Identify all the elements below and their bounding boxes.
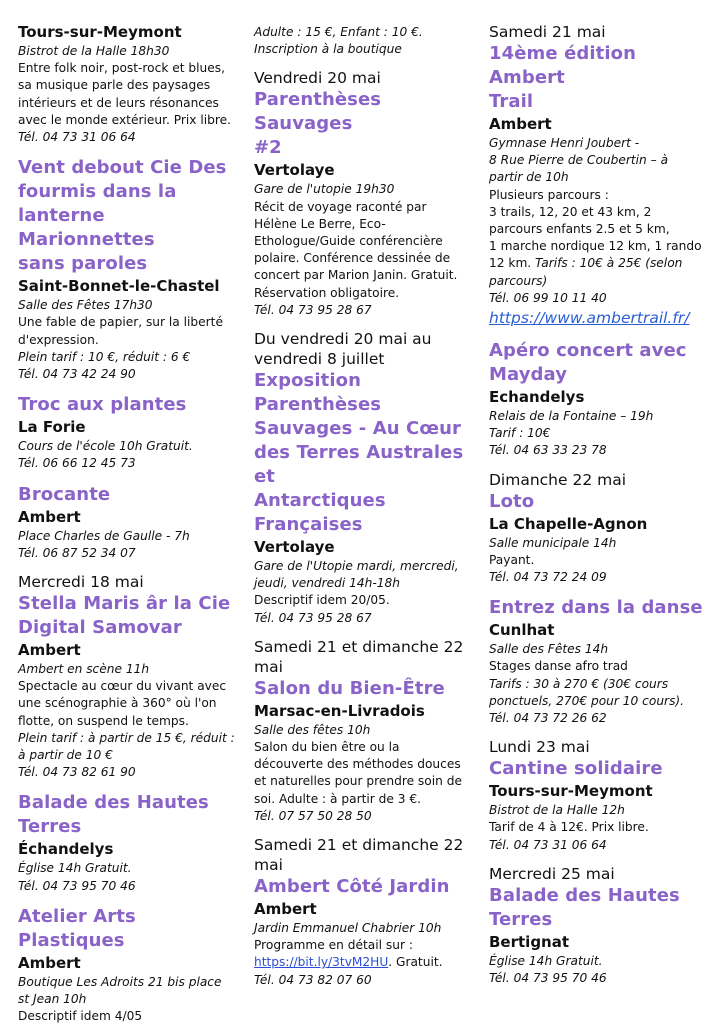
event-detail-line [18, 95, 246, 112]
event-detail-text: Salle des fêtes 10h [254, 722, 371, 737]
event-detail-line [254, 592, 480, 609]
event-detail-text: Tél. 04 73 95 28 67 [254, 302, 372, 317]
event-detail-text: Cours de l'école 10h Gratuit. [18, 439, 193, 454]
event-detail-line [18, 974, 246, 991]
event-date: Vendredi 20 mai [254, 69, 381, 88]
event-detail-text: partir de 10h [489, 170, 569, 185]
event-location: Ambert [254, 900, 317, 919]
event-date: Samedi 21 et dimanche 22 [254, 637, 464, 656]
event-detail-text: Place Charles de Gaulle - 7h [18, 528, 190, 543]
event-detail-text: Descriptif idem 20/05. [254, 593, 390, 608]
event-listing [18, 483, 246, 562]
event-detail-line [254, 233, 480, 250]
event-detail-line [489, 676, 717, 693]
event-detail-line [489, 641, 717, 658]
event-listing [18, 22, 246, 146]
event-date: Mercredi 18 mai [18, 573, 144, 592]
event-detail-line [254, 972, 480, 989]
event-detail-text: Adulte : 15 €, Enfant : 10 €. [254, 25, 423, 39]
event-title: Apéro concert avec [489, 340, 687, 362]
event-title: Brocante [18, 483, 111, 505]
event-detail-text: Salle des Fêtes 17h30 [18, 298, 153, 313]
event-listing [254, 835, 480, 989]
event-location: La Forie [18, 418, 86, 437]
event-detail-line [254, 41, 480, 58]
event-detail-line [489, 953, 717, 970]
event-detail-text: Programme en détail sur : [254, 938, 413, 953]
event-detail-line [18, 545, 246, 562]
event-detail-line [254, 302, 480, 319]
event-detail-line [489, 221, 717, 238]
event-detail-text: Boutique Les Adroits 21 bis place [18, 974, 222, 989]
event-location: Ambert [18, 953, 81, 972]
event-detail-text: Ethologue/Guide conférencière [254, 234, 443, 249]
event-title: Françaises [254, 514, 363, 536]
event-detail-text: Relais de la Fontaine – 19h [489, 409, 654, 424]
event-detail-line [489, 442, 717, 459]
event-detail-line [18, 661, 246, 678]
event-location: Bertignat [489, 932, 570, 951]
event-detail-line [489, 425, 717, 442]
event-title: 14ème édition Ambert [489, 43, 637, 88]
event-detail-text: parcours) [489, 273, 548, 288]
event-detail-line [489, 837, 717, 854]
event-location: Tours-sur-Meymont [489, 782, 653, 801]
event-detail-line [489, 970, 717, 987]
event-detail-text: Bistrot de la Halle 18h30 [18, 44, 170, 58]
event-detail-line [254, 575, 480, 592]
event-detail-text: st Jean 10h [18, 992, 87, 1007]
event-detail-line [254, 937, 480, 954]
event-detail-line [18, 528, 246, 545]
event-detail-line [18, 991, 246, 1008]
event-detail-line [18, 77, 246, 94]
event-detail-line [489, 152, 717, 169]
event-detail-text: Tél. 04 73 42 24 90 [18, 367, 136, 382]
event-detail-line [489, 569, 717, 586]
event-listing [254, 329, 480, 627]
event-detail-text: Plein tarif : à partir de 15 €, réduit : [18, 730, 235, 745]
event-title: Digital Samovar [18, 617, 182, 639]
event-detail-line [254, 722, 480, 739]
event-detail-line [18, 314, 246, 331]
event-detail-line [254, 773, 480, 790]
event-location: Ambert [18, 641, 81, 660]
event-detail-text: Tél. 04 73 72 24 09 [489, 570, 607, 585]
event-detail-line [489, 255, 717, 272]
event-listing [489, 22, 717, 329]
event-title: #2 [254, 137, 282, 159]
event-detail-text: Tél. 04 73 95 28 67 [254, 610, 372, 625]
event-title: Terres [18, 816, 82, 838]
event-listing [254, 24, 480, 58]
event-detail-text: Inscription à la boutique [254, 42, 402, 57]
event-title: Cantine solidaire [489, 758, 663, 780]
event-detail-line [254, 739, 480, 756]
event-title: Vent debout Cie Des [18, 157, 227, 179]
event-detail-line [18, 438, 246, 455]
column-1 [18, 22, 246, 1035]
event-detail-line [254, 199, 480, 216]
event-detail-line [489, 802, 717, 819]
event-detail-text: Réservation obligatoire. [254, 285, 400, 300]
event-detail-line [489, 204, 717, 221]
event-detail-text: Tél. 07 57 50 28 50 [254, 808, 372, 823]
event-detail-text: jeudi, vendredi 14h-18h [254, 576, 401, 591]
event-detail-line [489, 658, 717, 675]
event-listing [489, 470, 717, 587]
event-title: Stella Maris âr la Cie [18, 593, 231, 615]
event-title: Parenthèses Sauvages [254, 89, 382, 135]
event-detail-line [18, 678, 246, 695]
event-title: Entrez dans la danse [489, 597, 703, 619]
event-detail-text: ponctuels, 270€ pour 10 cours). [489, 693, 685, 708]
event-detail-line [18, 60, 246, 77]
event-detail-text: Bistrot de la Halle 12h [489, 803, 625, 818]
event-detail-line [254, 250, 480, 267]
event-listing [18, 156, 246, 383]
event-detail-text: concert par Marion Janin. Gratuit. [254, 268, 458, 283]
event-detail-line [254, 954, 480, 971]
event-detail-line [254, 181, 480, 198]
event-date: mai [254, 856, 283, 875]
event-title: Atelier Arts Plastiques [18, 905, 136, 951]
event-detail-text: Tél. 04 73 72 26 62 [489, 711, 607, 726]
event-title: lanterne Marionnettes [18, 205, 155, 251]
event-location: Cunlhat [489, 621, 555, 640]
event-detail-text: Salle municipale 14h [489, 535, 617, 550]
event-detail-text: Descriptif idem 4/05 [18, 1009, 143, 1024]
event-detail-text: et naturelles pour prendre soin de [254, 774, 462, 789]
event-detail-line [489, 693, 717, 710]
event-detail-line [18, 878, 246, 895]
event-detail-line [254, 791, 480, 808]
event-detail-line [18, 695, 246, 712]
event-detail-text: Tarif : 10€ [489, 426, 551, 441]
event-location: La Chapelle-Agnon [489, 514, 648, 533]
event-detail-text: Jardin Emmanuel Chabrier 10h [254, 921, 442, 936]
event-listing [489, 596, 717, 727]
event-detail-line [254, 267, 480, 284]
event-date: mai [254, 657, 283, 676]
event-listing [489, 339, 717, 460]
event-title: Sauvages - Au Cœur [254, 418, 462, 440]
event-date: Mercredi 25 mai [489, 864, 615, 883]
event-listing [18, 393, 246, 472]
event-title: Troc aux plantes [18, 394, 187, 416]
event-detail-text: Tél. 06 87 52 34 07 [18, 545, 136, 560]
event-detail-line [254, 558, 480, 575]
event-detail-line [254, 216, 480, 233]
event-detail-line [489, 552, 717, 569]
event-detail-text: Spectacle au cœur du vivant avec [18, 679, 227, 694]
event-detail-line [18, 764, 246, 781]
event-title: Mayday [489, 364, 568, 386]
event-detail-text: Récit de voyage raconté par [254, 199, 427, 214]
event-detail-text: Tél. 06 99 10 11 40 [489, 290, 607, 305]
event-detail-line [489, 135, 717, 152]
event-detail-line [254, 920, 480, 937]
event-detail-text: Tarifs : 30 à 270 € (30€ cours [489, 676, 669, 691]
event-detail-line [489, 408, 717, 425]
event-location: Ambert [18, 507, 81, 526]
event-detail-line [18, 747, 246, 764]
event-detail-line [489, 290, 717, 307]
event-title: Ambert Côté Jardin [254, 876, 450, 898]
event-detail-line [489, 710, 717, 727]
event-detail-text: . Gratuit. [388, 955, 443, 970]
event-location: Saint-Bonnet-le-Chastel [18, 277, 220, 296]
event-date: vendredi 8 juillet [254, 350, 385, 369]
event-detail-text: parcours enfants 2.5 et 5 km, [489, 222, 670, 237]
event-detail-text: Hélène Le Berre, Eco- [254, 216, 386, 231]
event-listing [18, 791, 246, 894]
event-detail-line [489, 273, 717, 290]
event-detail-line [254, 756, 480, 773]
event-detail-text: Salle des Fêtes 14h [489, 642, 609, 657]
event-detail-line [18, 43, 246, 60]
event-detail-text: Plein tarif : 10 €, réduit : 6 € [18, 349, 191, 364]
event-detail-line [489, 187, 717, 204]
event-title: Salon du Bien-Être [254, 677, 445, 699]
event-date: Samedi 21 et dimanche 22 [254, 836, 464, 855]
event-title: Antarctiques [254, 490, 386, 512]
event-detail-text: Gymnase Henri Joubert - [489, 136, 640, 150]
event-detail-line [18, 366, 246, 383]
event-detail-text: Église 14h Gratuit. [489, 953, 603, 968]
event-detail-text: une scénographie à 360° où l'on [18, 696, 217, 711]
event-detail-line [18, 297, 246, 314]
event-detail-line [489, 169, 717, 186]
event-date: Lundi 23 mai [489, 738, 590, 757]
event-detail-text: Salon du bien être ou la [254, 740, 400, 755]
event-detail-text: Tél. 06 66 12 45 73 [18, 456, 136, 471]
event-detail-line [18, 713, 246, 730]
event-date: Dimanche 22 mai [489, 470, 627, 489]
event-detail-text: découverte des méthodes douces [254, 757, 461, 772]
event-listing [254, 637, 480, 825]
event-detail-text: Tél. 04 73 95 70 46 [18, 878, 136, 893]
event-detail-text: Entre folk noir, post-rock et blues, [18, 61, 225, 76]
event-detail-text: 3 trails, 12, 20 et 43 km, 2 [489, 204, 652, 219]
event-location: Échandelys [18, 840, 114, 859]
event-detail-line [18, 332, 246, 349]
event-detail-text: polaire. Conférence dessinée de [254, 251, 451, 266]
event-detail-line [18, 730, 246, 747]
event-detail-text: Ambert en scène 11h [18, 662, 150, 677]
event-detail-text: Tarif de 4 à 12€. Prix libre. [489, 820, 649, 835]
event-detail-text: sa musique parle des paysages [18, 78, 211, 93]
event-listing [489, 864, 717, 987]
event-detail-line [18, 112, 246, 129]
event-detail-line [18, 349, 246, 366]
event-detail-line [18, 129, 246, 146]
event-location: Marsac-en-Livradois [254, 701, 425, 720]
event-price-text: Tarifs : 10€ à 25€ (selon [531, 256, 683, 271]
event-detail-line [489, 238, 717, 255]
event-detail-text: avec le monde extérieur. Prix libre. [18, 112, 231, 127]
event-detail-text: Une fable de papier, sur la liberté [18, 315, 223, 330]
event-location: Ambert [489, 115, 552, 133]
event-location: Tours-sur-Meymont [18, 23, 182, 41]
event-detail-text: Gare de l'utopie 19h30 [254, 182, 395, 197]
column-3 [489, 22, 717, 997]
website-link[interactable]: https://www.ambertrail.fr/ [489, 309, 690, 328]
event-detail-text: d'expression. [18, 332, 99, 347]
event-title: des Terres Australes et [254, 442, 464, 488]
event-title: Trail [489, 91, 534, 112]
program-link[interactable]: https://bit.ly/3tvM2HU [254, 955, 389, 970]
event-detail-text: Payant. [489, 552, 535, 567]
event-detail-text: 12 km. [489, 256, 532, 271]
column-2 [254, 24, 480, 999]
event-detail-line [254, 285, 480, 302]
event-detail-line [18, 455, 246, 472]
event-detail-text: Tél. 04 73 31 06 64 [489, 837, 607, 852]
event-detail-text: intérieurs et de leurs résonances [18, 95, 219, 110]
event-detail-line [18, 860, 246, 877]
event-detail-line [489, 535, 717, 552]
event-detail-text: Tél. 04 73 31 06 64 [18, 130, 136, 145]
event-title: fourmis dans la [18, 181, 177, 203]
event-detail-text: à partir de 10 € [18, 748, 113, 763]
event-detail-text: Stages danse afro trad [489, 659, 628, 674]
event-detail-line [254, 24, 480, 41]
event-detail-text: Gare de l'Utopie mardi, mercredi, [254, 559, 459, 574]
event-detail-text: flotte, on suspend le temps. [18, 713, 189, 728]
event-detail-text: Tél. 04 63 33 23 78 [489, 443, 607, 458]
event-detail-text: Église 14h Gratuit. [18, 861, 132, 876]
event-detail-text: Tél. 04 73 82 07 60 [254, 972, 372, 987]
event-listing [18, 572, 246, 781]
event-detail-text: 1 marche nordique 12 km, 1 rando [489, 239, 702, 254]
event-detail-text: Plusieurs parcours : [489, 187, 609, 202]
event-title: Terres [489, 908, 553, 930]
event-title: Exposition Parenthèses [254, 370, 382, 416]
event-date: Samedi 21 mai [489, 23, 606, 41]
event-date: Du vendredi 20 mai au [254, 330, 432, 349]
event-detail-line [489, 819, 717, 836]
event-listing [254, 68, 480, 319]
event-detail-text: Tél. 04 73 82 61 90 [18, 765, 136, 780]
event-title: sans paroles [18, 253, 148, 275]
event-detail-text: 8 Rue Pierre de Coubertin – à [489, 153, 669, 168]
event-listing [18, 905, 246, 1026]
event-listing [489, 737, 717, 854]
event-title: Balade des Hautes [489, 884, 680, 906]
event-detail-text: soi. Adulte : à partir de 3 €. [254, 791, 422, 806]
event-title: Loto [489, 490, 535, 512]
event-location: Vertolaye [254, 161, 335, 180]
event-location: Vertolaye [254, 538, 335, 557]
event-title: Balade des Hautes [18, 792, 209, 814]
event-detail-line [254, 610, 480, 627]
event-detail-text: Tél. 04 73 95 70 46 [489, 971, 607, 986]
event-detail-line [254, 808, 480, 825]
event-location: Echandelys [489, 388, 585, 407]
